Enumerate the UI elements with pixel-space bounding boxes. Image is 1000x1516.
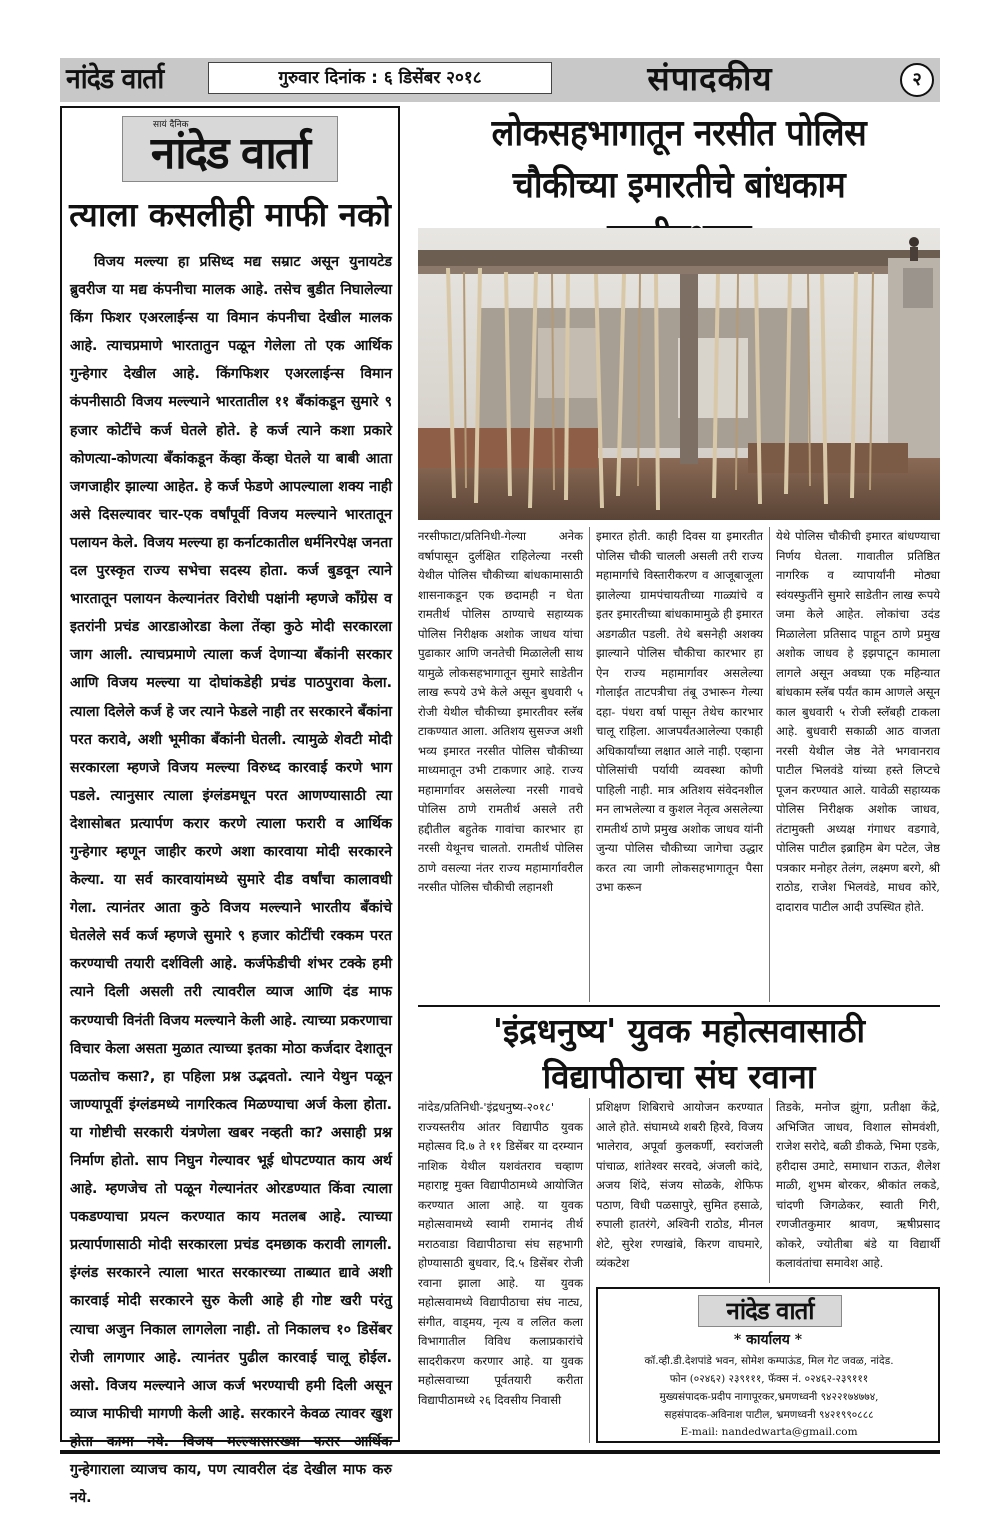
page-number: २ bbox=[900, 63, 934, 97]
column-divider bbox=[769, 1098, 770, 1283]
editorial-title: त्याला कसलीही माफी नको bbox=[69, 195, 391, 234]
masthead-tagline: सायं दैनिक bbox=[153, 120, 189, 130]
section-title: संपादकीय bbox=[647, 59, 773, 98]
office-coeditor: सहसंपादक-अविनाश पाटील, भ्रमणध्वनी ९४२१९९०८८८ bbox=[664, 1409, 874, 1421]
construction-photo bbox=[418, 228, 940, 520]
article2-headline: 'इंद्रधनुष्य' युवक महोत्सवासाठी विद्यापीठाचा संघ रवाना bbox=[492, 1011, 866, 1096]
office-address: कॉ.व्ही.डी.देशपांडे भवन, सोमेश कम्पाऊंड, मिल गेट जवळ, नांदेड. bbox=[644, 1355, 894, 1367]
editorial-body: विजय मल्ल्या हा प्रसिध्द मद्य सम्राट असून युनायटेड ब्रुवरीज या मद्य कंपनीचा मालक आहे. तसेच बुडीत निघालेल्या किंग फिशर एअरलाईन्स या विमान कंपनीचा देखील मालक आहे. त्याचप्रमाणे भारतातुन पळून गेलेला तो एक आर्थिक गुन्हेगार देखील आहे. किंगफिशर एअरलाईन्स विमान कंपनीसाठी विजय मल्ल्याने भारतातील ११ बँकांकडून सुमारे ९ हजार कोटींचे कर्ज घेतले होते. हे कर्ज त्याने कशा प्रकारे कोणत्या-कोणत्या बँकांकडून केंव्हा केंव्हा घेतले या बाबी आता जगजाहीर झाल्या आहेत. हे कर्ज फेडणे आपल्याला शक्य नाही असे दिसल्यावर चार-एक वर्षांपूर्वी विजय मल्ल्याने भारतातून पलायन केले. विजय मल्ल्या हा कर्नाटकातील धर्मनिरपेक्ष जनता दल पुरस्कृत राज्य सभेचा सदस्य होता. कर्ज बुडवून त्याने भारतातून पलायन केल्यानंतर विरोधी पक्षांनी म्हणजे कॉंग्रेस व इतरांनी प्रचंड आरडाओरडा केला तेंव्हा कुठे मोदी सरकारला जाग आली. त्याचप्रमाणे त्याला कर्ज देणाऱ्या बँकांनी सरकार आणि विजय मल्ल्या या दोघांकडेही प्रचंड पाठपुरावा केला. त्याला दिलेले कर्ज हे जर त्याने फेडले नाही तर सरकारने बँकांना परत करावे, अशी भूमीका बँकांनी घेतली. त्यामुळे शेवटी मोदी सरकारला म्हणजे विजय मल्ल्या विरुध्द कारवाई करणे भाग पडले. त्यानुसार त्याला इंग्लंडमधून परत आणण्यासाठी त्या देशासोबत प्रत्यार्पण करार करणे त्याला फरारी व आर्थिक गुन्हेगार म्हणून जाहीर करणे अशा कारवाया मोदी सरकारने केल्या. या सर्व कारवायांमध्ये सुमारे दीड वर्षांचा कालावधी गेला. त्यानंतर आता कुठे विजय मल्ल्याने भारतीय बँकांचे घेतलेले सर्व कर्ज म्हणजे सुमारे ९ हजार कोटींची रक्कम परत करण्याची तयारी दर्शविली आहे. कर्जफेडीची शंभर टक्के हमी त्याने दिली असली तरी त्यावरील व्याज आणि दंड माफ करण्याची विनंती विजय मल्ल्याने केली आहे. त्याच्या प्रकरणाचा विचार केला असता मुळात त्याच्या इतका मोठा कर्जदार देशातून पळतोच कसा?, हा पहिला प्रश्न उद्भवतो. त्याने येथुन पळून जाण्यापूर्वी इंग्लंडमध्ये नागरिकत्व मिळण्याचा अर्ज केला होता. या गोष्टीची सरकारी यंत्रणेला खबर नव्हती का? असाही प्रश्न निर्माण होतो. साप निघुन गेल्यावर भूई धोपटण्यात काय अर्थ आहे. म्हणजेच तो पळून गेल्यानंतर ओरडण्यात किंवा त्याला पकडण्याचा प्रयत्न करण्यात काय मतलब आहे. त्याच्या प्रत्यार्पणासाठी मोदी सरकारला प्रचंड दमछाक करावी लागली. इंग्लंड सरकारने त्याला भारत सरकारच्या ताब्यात द्यावे अशी कारवाई मोदी सरकारने सुरु केली आहे ही गोष्ट खरी परंतु त्याचा अजुन निकाल लागलेला नाही. तो निकालच १० डिसेंबर रोजी लागणार आहे. त्यानंतर पुढील कारवाई चालू होईल. असो. विजय मल्ल्याने आज कर्ज भरण्याची हमी दिली असून व्याज माफीची मागणी केली आहे. सरकारने केवळ त्यावर खुश होता कामा नये. विजय मल्ल्यासारख्या फरार आर्थिक गुन्हेगाराला व्याजच काय, पण त्यावरील दंड देखील माफ करु नये. bbox=[70, 254, 392, 1507]
column-divider bbox=[589, 1098, 590, 1443]
masthead-logo: नांदेड वार्ता bbox=[150, 128, 310, 179]
column-divider bbox=[769, 527, 770, 1002]
header-date: गुरुवार दिनांक : ६ डिसेंबर २०१८ bbox=[208, 62, 552, 94]
editorial-column bbox=[60, 106, 400, 1507]
article1-column-3: येथे पोलिस चौकीची इमारत बांधण्याचा निर्णय घेतला. गावातील प्रतिष्ठित नागरिक व व्यापार्यांनी मोठ्या स्वंयस्फुर्तीने सुमारे साडेतीन लाख रूपये जमा केले आहेत. लोकांचा उदंड मिळालेला प्रतिसाद पाहून ठाणे प्रमुख अशोक जाधव हे इझपाटून कामाला लागले असून अवघ्या एक महिन्यात बांधकाम स्लॅब पर्यंत काम आणले असून काल बुधवारी ५ रोजी स्लॅबही टाकला आहे. बुधवारी सकाळी आठ वाजता नरसी येथील जेष्ठ नेते भगवानराव पाटील भिलवंडे यांच्या हस्ते लिप्टचे पूजन करण्यात आले. यावेळी सहाय्यक पोलिस निरीक्षक अशोक जाधव, तंटामुक्ती अध्यक्ष गंगाधर वडगावे, पोलिस पाटील इब्राहिम बेग पटेल, जेष्ठ पत्रकार मनोहर तेलंग, लक्ष्मण बरगे, श्री राठोड, राजेश भिलवंडे, माधव कोरे, दादाराव पाटील आदी उपस्थित होते. bbox=[776, 529, 940, 914]
article1-headline: लोकसहभागातून नरसीत पोलिस चौकीच्या इमारतीचे बांधकाम bbox=[491, 113, 867, 206]
office-title: * कार्यालय * bbox=[733, 1332, 803, 1348]
article1-column-1: नरसीफाटा/प्रतिनिधी-गेल्या अनेक वर्षापासून दुर्लक्षित राहिलेल्या नरसी येथील पोलिस चौकीच्या बांधकामासाठी शासनाकडून एक छदामही न घेता रामतीर्थ पोलिस ठाण्याचे सहाय्यक पोलिस निरीक्षक अशोक जाधव यांचा पुढाकार आणि जनतेची मिळालेली साथ यामुळे लोकसहभागातून सुमारे साडेतीन लाख रूपये उभे केले असून बुधवारी ५ रोजी येथील चौकीच्या इमारतीवर स्लॅब टाकण्यात आला. अतिशय सुसज्ज अशी भव्य इमारत नरसीत पोलिस चौकीच्या माध्यमातून उभी टाकणार आहे. राज्य महामार्गावर असलेल्या नरसी गावचे पोलिस ठाणे रामतीर्थ असले तरी हद्दीतील बहुतेक गावांचा कारभार हा नरसी येथूनच चालतो. रामतीर्थ पोलिस ठाणे वसल्या नंतर राज्य महामार्गावरील नरसीत पोलिस चौकीची लहानशी bbox=[418, 529, 583, 894]
article1-column-2: इमारत होती. काही दिवस या इमारतीत पोलिस चौकी चालली असली तरी राज्य महामार्गाचे विस्तारीकरण व आजूबाजूला झालेल्या ग्रामपंचायतीच्या गाळ्यांचे व इतर इमारतीच्या बांधकामामुळे ही इमारत अडगळीत पडली. तेथे बसनेही अशक्य झाल्याने पोलिस चौकीचा कारभार हा ऐन राज्य महामार्गावर असलेल्या गोलाईत ताटपत्रीचा तंबू उभारून गेल्या दहा- पंधरा वर्षा पासून तेथेच कारभार चालू राहिला. आजपर्यंतआलेल्या एकाही अधिकार्यांच्या लक्षात आले नाही. एव्हाना पोलिसांची पर्यायी व्यवस्था कोणी पाहिली नाही. मात्र अतिशय संवेदनशील मन लाभलेल्या व कुशल नेतृत्व असलेल्या रामतीर्थ ठाणे प्रमुख अशोक जाधव यांनी जुन्या पोलिस चौकीच्या जागेचा उद्धार करत त्या जागी लोकसहभागातून पैसा उभा करून bbox=[596, 529, 763, 894]
office-logo: नांदेड वार्ता bbox=[698, 1295, 842, 1327]
page-header bbox=[60, 58, 940, 102]
article2-column-2: प्रशिक्षण शिबिराचे आयोजन करण्यात आले होते. संघामध्ये शबरी हिरवे, विजय भालेराव, अपूर्वा कुलकर्णी, स्वरांजली पांचाळ, शांतेश्वर सरवदे, अंजली कांदे, अजय शिंदे, संजय सोळके, शेफिफ पठाण, विधी पळसापुरे, सुमित हसाळे, रुपाली हातरंगे, अश्विनी राठोड, मीनल शेटे, सुरेश रणखांबे, किरण वाघमारे, व्यंकटेश bbox=[596, 1100, 763, 1270]
article2-column-1: नांदेड/प्रतिनिधी-'इंद्रधनुष्य-२०१८' राज्यस्तरीय आंतर विद्यापीठ युवक महोत्सव दि.७ ते ११ डिसेंबर या दरम्यान नाशिक येथील यशवंतराव चव्हाण महाराष्ट्र मुक्त विद्यापीठामध्ये आयोजित करण्यात आला आहे. या युवक महोत्सवामध्ये स्वामी रामानंद तीर्थ मराठवाडा विद्यापीठाचा संघ सहभागी होण्यासाठी बुधवार, दि.५ डिसेंबर रोजी रवाना झाला आहे. या युवक महोत्सवामध्ये विद्यापीठाचा संघ नाट्य, संगीत, वाड्मय, नृत्य व ललित कला विभागातील विविध कलाप्रकारांचे सादरीकरण करणार आहे. या युवक महोत्सवाच्या पूर्वतयारी करीता विद्यापीठामध्ये २६ दिवसीय निवासी bbox=[418, 1100, 583, 1407]
column-divider bbox=[589, 527, 590, 1002]
bottom-rule bbox=[60, 1450, 940, 1454]
header-logo: नांदेड वार्ता bbox=[66, 62, 164, 95]
office-info-box bbox=[596, 1287, 940, 1443]
office-editor: मुख्यसंपादक-प्रदीप नागापूरकर,भ्रमणध्वनी ९४२२१७४७७४, bbox=[659, 1391, 879, 1403]
section-divider bbox=[418, 1005, 940, 1007]
editorial-masthead bbox=[122, 116, 338, 182]
office-email: E-mail: nandedwarta@gmail.com bbox=[680, 1426, 858, 1438]
office-phone: फोन (०२४६२) २३९१११, फॅक्स नं. ०२४६२-२३९१११ bbox=[669, 1373, 869, 1385]
article2-column-3: तिडके, मनोज झुंगा, प्रतीक्षा केंद्रे, अभिजित जाधव, विशाल सोमवंशी, राजेश सरोदे, बळी डीकळे, भिमा एडके, हरीदास उमाटे, समाधान राऊत, शैलेश माळी, शुभम बोरकर, श्रीकांत लकडे, चांदणी जिगळेकर, स्वाती गिरी, रणजीतकुमार श्रावण, ऋषीप्रसाद कोकरे, ज्योतीबा बंडे या विद्यार्थी कलावंतांचा समावेश आहे. bbox=[776, 1100, 940, 1270]
